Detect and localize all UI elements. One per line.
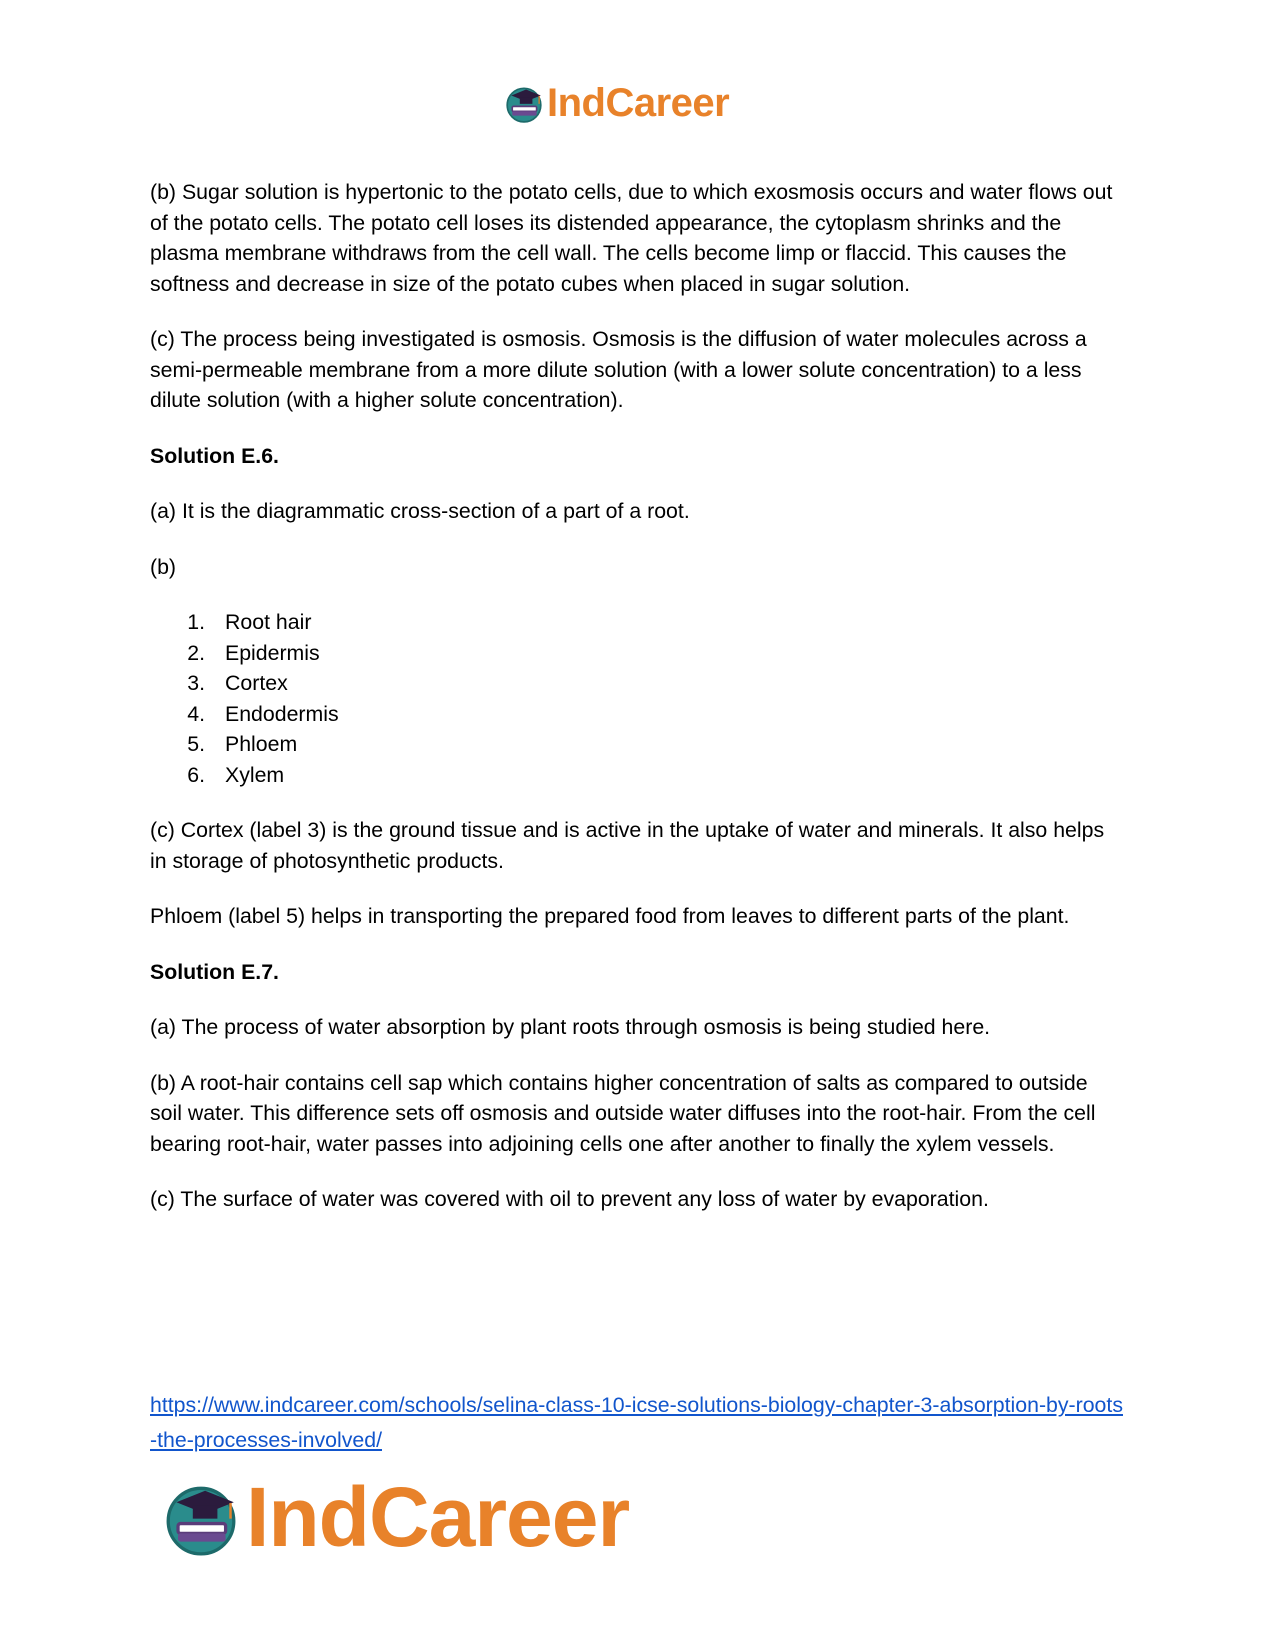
list-number: 6. <box>187 762 205 787</box>
graduation-cap-book-globe-icon <box>160 1476 242 1558</box>
root-parts-list <box>150 607 1125 790</box>
brand-name: IndCareer <box>246 1469 630 1564</box>
e6-part-a: (a) It is the diagrammatic cross-section of a part of a root. <box>150 499 690 523</box>
e7-part-a: (a) The process of water absorption by plant roots through osmosis is being studied here. <box>150 1015 991 1039</box>
e6-phloem-note: Phloem (label 5) helps in transporting the prepared food from leaves to different parts of the plant. <box>150 904 1070 928</box>
list-item <box>150 760 1125 791</box>
list-text: Xylem <box>225 762 285 787</box>
list-text: Cortex <box>225 671 288 695</box>
paragraph-osmosis: (c) The process being investigated is osmosis. Osmosis is the diffusion of water molecules across a semi-permeable membrane from a more dilute solution (with a lower solute concentration) to a less dilute solution (with a higher solute concentration). <box>150 327 1087 412</box>
list-text: Phloem <box>225 732 298 756</box>
list-text: Root hair <box>225 610 312 634</box>
header-logo <box>503 80 729 126</box>
heading-solution-e6: Solution E.6. <box>150 443 279 468</box>
paragraph-sugar-solution: (b) Sugar solution is hypertonic to the potato cells, due to which exosmosis occurs and water flows out of the potato cells. The potato cell loses its distended appearance, the cytoplasm shrinks and the plasma membrane withdraws from the cell wall. The cells become limp or flaccid. This causes the softness and decrease in size of the potato cubes when placed in sugar solution. <box>150 180 1113 296</box>
graduation-cap-book-globe-icon <box>503 82 545 124</box>
footer-logo <box>160 1469 630 1564</box>
list-item <box>150 638 1125 669</box>
e7-part-b: (b) A root-hair contains cell sap which contains higher concentration of salts as compared to outside soil water. This difference sets off osmosis and outside water diffuses into the root-hair. From the cell bearing root-hair, water passes into adjoining cells one after another to finally the xylem vessels. <box>150 1070 1096 1156</box>
source-link[interactable]: https://www.indcareer.com/schools/selina-class-10-icse-solutions-biology-chapter-3-absorption-by-roots-the-processes-involved/ <box>150 1393 1123 1452</box>
brand-name: IndCareer <box>547 80 730 125</box>
list-number: 2. <box>187 640 205 665</box>
list-text: Endodermis <box>225 701 339 726</box>
list-number: 4. <box>187 701 205 726</box>
e6-part-c: (c) Cortex (label 3) is the ground tissue and is active in the uptake of water and minerals. It also helps in storage of photosynthetic products. <box>150 818 1105 873</box>
list-item <box>150 607 1125 638</box>
list-item <box>150 668 1125 699</box>
list-item <box>150 729 1125 760</box>
e7-part-c: (c) The surface of water was covered with oil to prevent any loss of water by evaporation. <box>150 1187 989 1211</box>
list-item <box>150 699 1125 730</box>
list-number: 3. <box>187 671 205 695</box>
list-text: Epidermis <box>225 640 320 665</box>
e6-part-b: (b) <box>150 554 177 579</box>
heading-solution-e7: Solution E.7. <box>150 959 279 984</box>
document-body <box>150 177 1125 1240</box>
list-number: 5. <box>187 732 205 756</box>
list-number: 1. <box>187 610 205 634</box>
